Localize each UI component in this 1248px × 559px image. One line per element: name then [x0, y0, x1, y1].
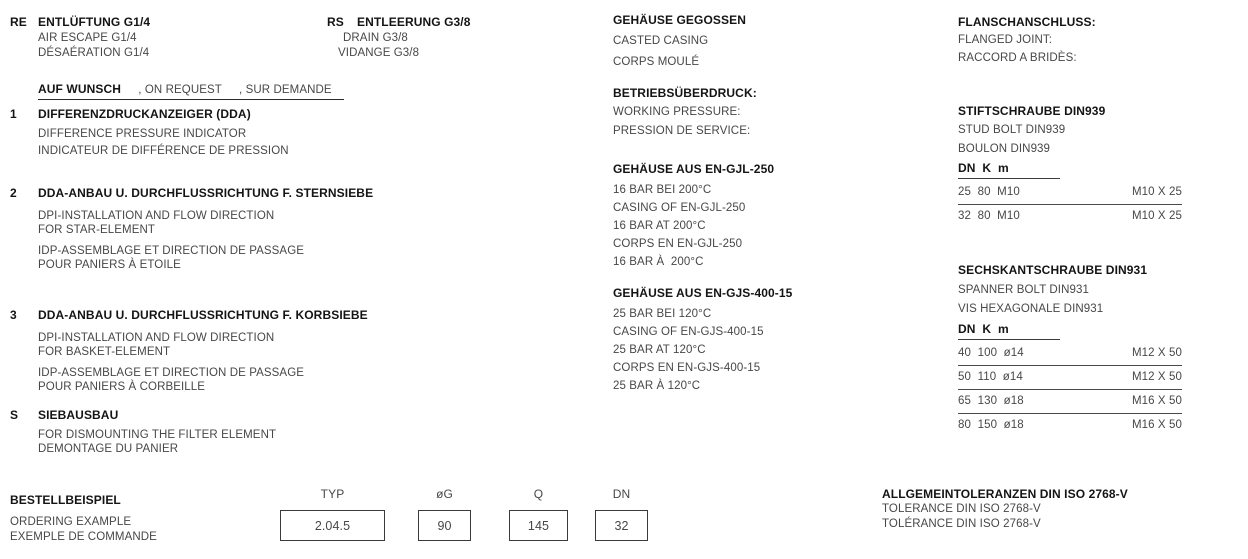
table-row	[958, 184, 1182, 205]
ordering-field-typ	[280, 487, 385, 541]
gjs-line: CASING OF EN-GJS-400-15	[613, 326, 764, 338]
field-label: DN	[612, 487, 631, 501]
legend-item-title: DDA-ANBAU U. DURCHFLUSSRICHTUNG F. KORBSIEBE	[38, 308, 368, 322]
rs-port-legend	[327, 15, 471, 62]
gjl-line: 16 BAR BEI 200°C	[613, 184, 712, 196]
ordering-label-de: BESTELLBEISPIEL	[10, 493, 121, 507]
row-dims: 50 110 ø14	[958, 370, 1023, 383]
gjs-title: GEHÄUSE AUS EN-GJS-400-15	[613, 286, 793, 300]
casing-fr: CORPS MOULÉ	[613, 56, 700, 68]
din931-title-de: SECHSKANTSCHRAUBE DIN931	[958, 263, 1148, 277]
row-size: M16 X 50	[1131, 418, 1182, 431]
row-size: M12 X 50	[1131, 346, 1182, 359]
ordering-label-fr: EXEMPLE DE COMMANDE	[10, 531, 157, 543]
row-size: M16 X 50	[1131, 394, 1182, 407]
hex-bolt-table	[958, 261, 1182, 437]
pressure-en: WORKING PRESSURE:	[613, 106, 741, 118]
legend-item-3	[10, 308, 368, 394]
legend-item-line: FOR BASKET-ELEMENT	[38, 346, 171, 358]
legend-item-line: DEMONTAGE DU PANIER	[38, 443, 179, 455]
table-row	[958, 205, 1182, 228]
tolerance-en: TOLERANCE DIN ISO 2768-V	[882, 503, 1041, 515]
row-size: M10 X 25	[1131, 186, 1182, 198]
legend-item-line: INDICATEUR DE DIFFÉRENCE DE PRESSION	[38, 145, 289, 157]
rs-label-fr: VIDANGE G3/8	[338, 47, 420, 59]
field-value-box: 32	[595, 510, 648, 541]
re-label-fr: DÉSAÉRATION G1/4	[38, 47, 150, 59]
table-row	[958, 366, 1182, 390]
legend-item-line: FOR STAR-ELEMENT	[38, 224, 156, 236]
stud-bolt-table	[958, 102, 1182, 228]
din931-column-header: DN K m	[958, 322, 1182, 340]
on-request-de: AUF WUNSCH	[38, 82, 121, 96]
legend-item-line: IDP-ASSEMBLAGE ET DIRECTION DE PASSAGE	[38, 245, 305, 257]
pressure-de: BETRIEBSÜBERDRUCK:	[613, 86, 757, 100]
working-pressure-note	[613, 84, 757, 141]
flange-note	[958, 13, 1096, 67]
field-value-box: 145	[509, 510, 568, 541]
field-value-box: 2.04.5	[280, 510, 385, 541]
row-dims: 65 130 ø18	[958, 394, 1024, 407]
flange-en: FLANGED JOINT:	[958, 34, 1053, 46]
field-label: Q	[533, 487, 544, 501]
ordering-field-og	[418, 487, 471, 541]
re-code: RE	[10, 15, 27, 29]
legend-item-line: FOR DISMOUNTING THE FILTER ELEMENT	[38, 429, 277, 441]
on-request-en: , ON REQUEST	[138, 84, 222, 96]
din931-title-en: SPANNER BOLT DIN931	[958, 283, 1089, 296]
pressure-fr: PRESSION DE SERVICE:	[613, 125, 751, 137]
gjs-line: 25 BAR BEI 120°C	[613, 308, 712, 320]
rs-code: RS	[327, 15, 344, 29]
row-dims: 40 100 ø14	[958, 346, 1024, 359]
gjl-title: GEHÄUSE AUS EN-GJL-250	[613, 162, 775, 176]
gjs-line: CORPS EN EN-GJS-400-15	[613, 362, 761, 374]
legend-item-1	[10, 107, 289, 160]
legend-item-line: DPI-INSTALLATION AND FLOW DIRECTION	[38, 210, 275, 222]
flange-fr: RACCORD A BRIDÈS:	[958, 52, 1077, 64]
gjl-line: CASING OF EN-GJL-250	[613, 202, 746, 214]
legend-item-line: POUR PANIERS À ETOILE	[38, 259, 181, 271]
ordering-label-en: ORDERING EXAMPLE	[10, 515, 132, 528]
legend-item-title: DDA-ANBAU U. DURCHFLUSSRICHTUNG F. STERNSIEBE	[38, 186, 374, 200]
flange-de: FLANSCHANSCHLUSS:	[958, 15, 1096, 29]
table-row	[958, 345, 1182, 366]
ordering-example-label	[10, 493, 157, 546]
din931-title-fr: VIS HEXAGONALE DIN931	[958, 303, 1104, 315]
legend-item-line: IDP-ASSEMBLAGE ET DIRECTION DE PASSAGE	[38, 367, 305, 379]
ordering-field-q	[509, 487, 568, 541]
legend-item-line: DPI-INSTALLATION AND FLOW DIRECTION	[38, 332, 275, 344]
row-dims: 32 80 M10	[958, 210, 1020, 222]
legend-item-s	[10, 408, 276, 456]
field-label: TYP	[320, 487, 345, 501]
legend-item-key: 3	[10, 308, 17, 322]
gjs-line: 25 BAR AT 120°C	[613, 344, 706, 356]
on-request-fr: , SUR DEMANDE	[239, 84, 332, 96]
table-row	[958, 390, 1182, 414]
general-tolerance-note	[882, 487, 1128, 532]
din939-title-en: STUD BOLT DIN939	[958, 124, 1066, 136]
din939-title-fr: BOULON DIN939	[958, 143, 1051, 155]
legend-item-key: S	[10, 408, 19, 422]
field-value-box: 90	[418, 510, 471, 541]
casing-en: CASTED CASING	[613, 35, 709, 47]
ordering-field-dn	[595, 487, 648, 541]
rs-label-de: ENTLEERUNG G3/8	[357, 15, 471, 29]
legend-item-2	[10, 186, 373, 272]
legend-item-line: POUR PANIERS À CORBEILLE	[38, 381, 206, 393]
legend-item-key: 1	[10, 107, 17, 121]
legend-item-title: SIEBAUSBAU	[38, 408, 119, 422]
gjl-line: 16 BAR À 200°C	[613, 256, 704, 268]
row-dims: 25 80 M10	[958, 186, 1020, 198]
gjl-line: 16 BAR AT 200°C	[613, 220, 706, 232]
table-row	[958, 414, 1182, 437]
tolerance-de: ALLGEMEINTOLERANZEN DIN ISO 2768-V	[882, 487, 1128, 501]
row-dims: 80 150 ø18	[958, 418, 1024, 431]
re-label-de: ENTLÜFTUNG G1/4	[38, 15, 151, 29]
rs-label-en: DRAIN G3/8	[343, 31, 408, 44]
tolerance-fr: TOLÉRANCE DIN ISO 2768-V	[882, 518, 1041, 530]
row-size: M12 X 50	[1131, 370, 1182, 383]
gjl-line: CORPS EN EN-GJL-250	[613, 238, 743, 250]
din939-title-de: STIFTSCHRAUBE DIN939	[958, 104, 1106, 118]
din939-column-header: DN K m	[958, 161, 1182, 179]
legend-item-line: DIFFERENCE PRESSURE INDICATOR	[38, 128, 247, 140]
re-port-legend	[10, 15, 150, 62]
material-gjl-note	[613, 160, 774, 271]
legend-item-key: 2	[10, 186, 17, 200]
row-size: M10 X 25	[1131, 210, 1182, 222]
casing-note	[613, 10, 746, 73]
re-label-en: AIR ESCAPE G1/4	[38, 31, 137, 44]
field-label: øG	[436, 487, 453, 501]
casing-de: GEHÄUSE GEGOSSEN	[613, 13, 746, 27]
on-request-note	[38, 82, 344, 100]
legend-item-title: DIFFERENZDRUCKANZEIGER (DDA)	[38, 107, 251, 121]
material-gjs-note	[613, 284, 792, 395]
gjs-line: 25 BAR À 120°C	[613, 380, 701, 392]
